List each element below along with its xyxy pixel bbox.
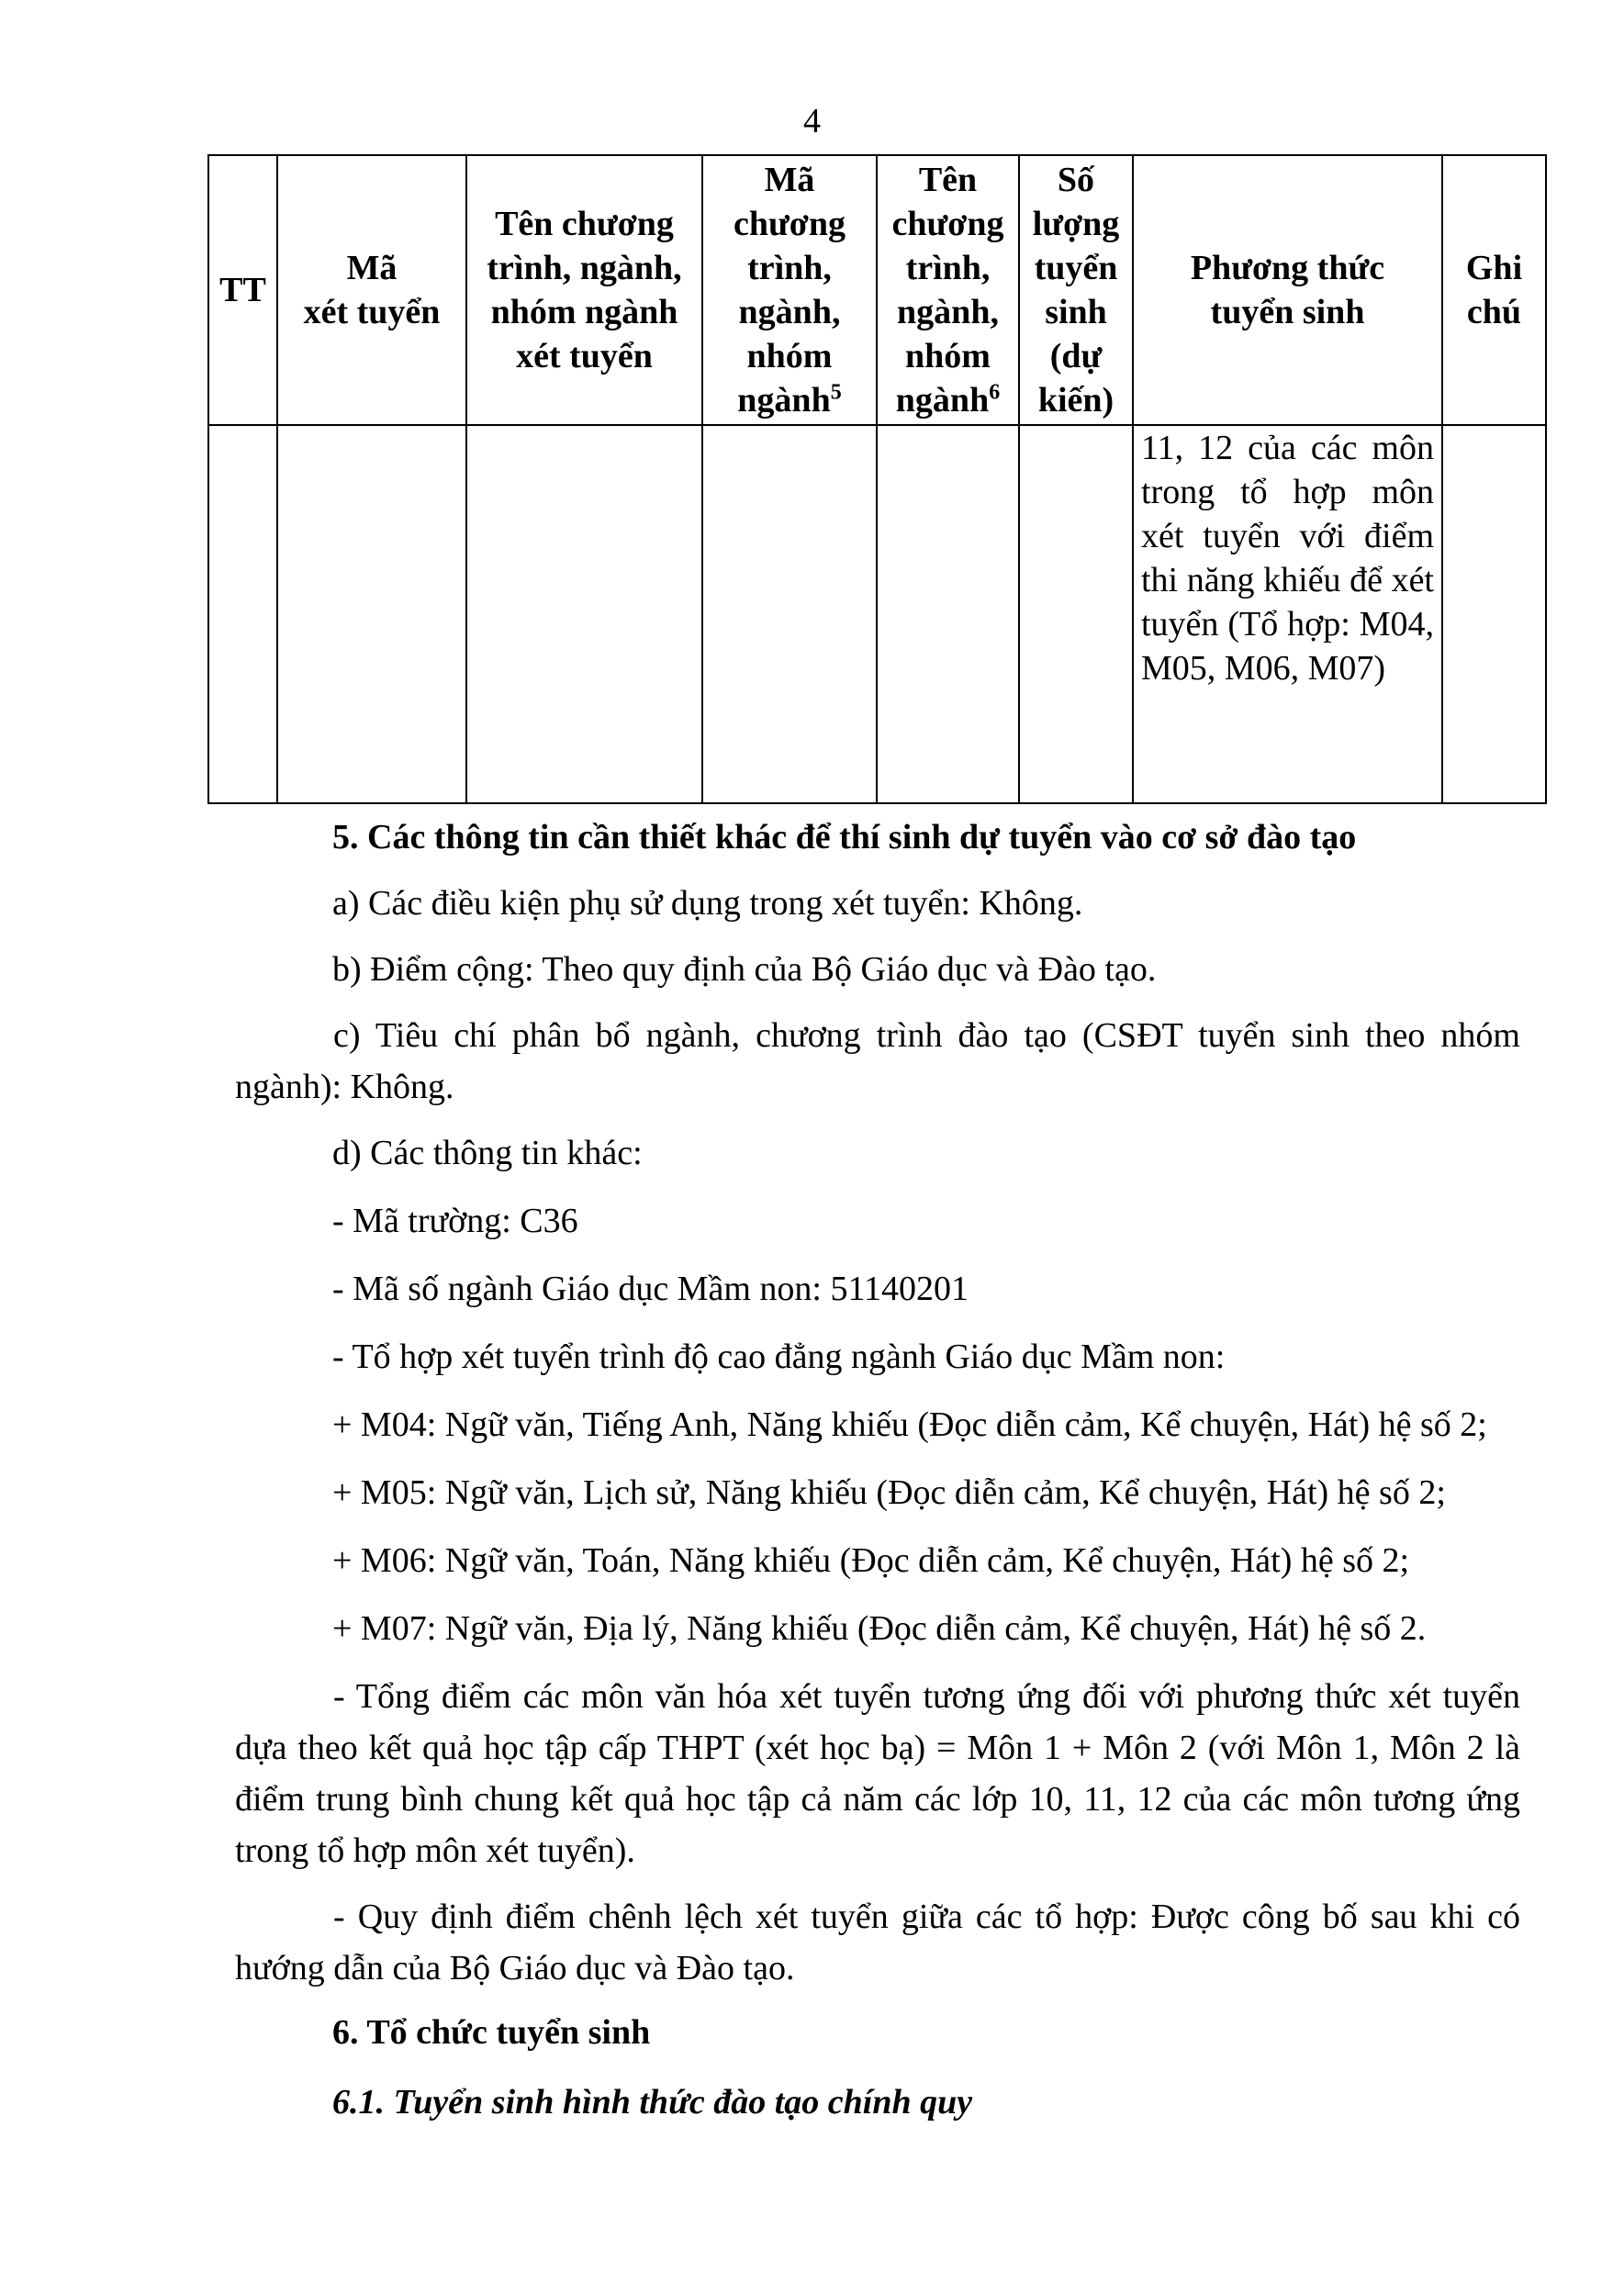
header-ten-chuong-trinh: Tên chương trình, ngành, nhóm ngành xét tuyển [466, 155, 702, 425]
section5-item-d: d) Các thông tin khác: [332, 1134, 643, 1172]
cell-so-luong [1019, 425, 1133, 803]
cell-ten-chuong-trinh-nganh [877, 425, 1019, 803]
header-tt: TT [208, 155, 277, 425]
combo-m04: + M04: Ngữ văn, Tiếng Anh, Năng khiếu (Đọc diễn cảm, Kể chuyện, Hát) hệ số 2; [332, 1405, 1487, 1444]
section6-subheading: 6.1. Tuyển sinh hình thức đào tạo chính quy [332, 2083, 973, 2121]
ma-so-nganh: - Mã số ngành Giáo dục Mầm non: 51140201 [332, 1270, 969, 1308]
cell-ghi-chu [1442, 425, 1546, 803]
header-ten-chuong-trinh-nganh-text: Tên chương trình, ngành, nhóm ngành [891, 161, 1004, 420]
header-ma-xet-tuyen: Mã xét tuyển [277, 155, 466, 425]
header-ten-chuong-trinh-nganh [877, 155, 1019, 425]
section5-item-b: b) Điểm cộng: Theo quy định của Bộ Giáo dục và Đào tạo. [332, 950, 1157, 989]
cell-ma-chuong-trinh [702, 425, 877, 803]
header-so-luong: Số lượng tuyển sinh (dự kiến) [1019, 155, 1133, 425]
page-number: 4 [803, 102, 821, 140]
footnote-6: 6 [989, 380, 1001, 405]
combo-m05: + M05: Ngữ văn, Lịch sử, Năng khiếu (Đọc diễn cảm, Kể chuyện, Hát) hệ số 2; [332, 1473, 1446, 1512]
header-ma-chuong-trinh [702, 155, 877, 425]
cell-phuong-thuc: 11, 12 của các môn trong tổ hợp môn xét tuyển với điểm thi năng khiếu để xét tuyển (Tổ hợp: M04, M05, M06, M07) [1133, 425, 1442, 803]
table-header-row [208, 155, 1546, 425]
section5-item-a: a) Các điều kiện phụ sử dụng trong xét tuyển: Không. [332, 884, 1083, 923]
header-ma-chuong-trinh-text: Mã chương trình, ngành, nhóm ngành [734, 161, 846, 420]
admission-table [207, 154, 1547, 804]
header-phuong-thuc: Phương thức tuyển sinh [1133, 155, 1442, 425]
cell-tt [208, 425, 277, 803]
header-ghi-chu: Ghi chú [1442, 155, 1546, 425]
cell-ten-chuong-trinh [466, 425, 702, 803]
chenh-lech-paragraph: - Quy định điểm chênh lệch xét tuyển giữa các tổ hợp: Được công bố sau khi có hướng dẫn của Bộ Giáo dục và Đào tạo. [235, 1898, 1520, 1987]
combo-m07: + M07: Ngữ văn, Địa lý, Năng khiếu (Đọc diễn cảm, Kể chuyện, Hát) hệ số 2. [332, 1609, 1427, 1648]
combo-m06: + M06: Ngữ văn, Toán, Năng khiếu (Đọc diễn cảm, Kể chuyện, Hát) hệ số 2; [332, 1541, 1410, 1580]
ma-truong: - Mã trường: C36 [332, 1202, 578, 1240]
table-row [208, 425, 1546, 803]
tong-diem-paragraph: - Tổng điểm các môn văn hóa xét tuyển tương ứng đối với phương thức xét tuyển dựa theo kết quả học tập cấp THPT (xét học bạ) = Môn 1 + Môn 2 (với Môn 1, Môn 2 là điểm trung bình chung kết quả học tập cả năm các lớp 10, 11, 12 của các môn tương ứng trong tổ hợp môn xét tuyển). [235, 1677, 1520, 1870]
section5-heading: 5. Các thông tin cần thiết khác để thí sinh dự tuyển vào cơ sở đào tạo [332, 818, 1357, 856]
section6-heading: 6. Tổ chức tuyển sinh [332, 2013, 651, 2052]
footnote-5: 5 [830, 380, 842, 405]
to-hop-intro: - Tổ hợp xét tuyển trình độ cao đẳng ngành Giáo dục Mầm non: [332, 1338, 1226, 1376]
section5-item-c: c) Tiêu chí phân bổ ngành, chương trình đào tạo (CSĐT tuyển sinh theo nhóm ngành): Không. [235, 1016, 1520, 1106]
cell-ma-xet-tuyen [277, 425, 466, 803]
